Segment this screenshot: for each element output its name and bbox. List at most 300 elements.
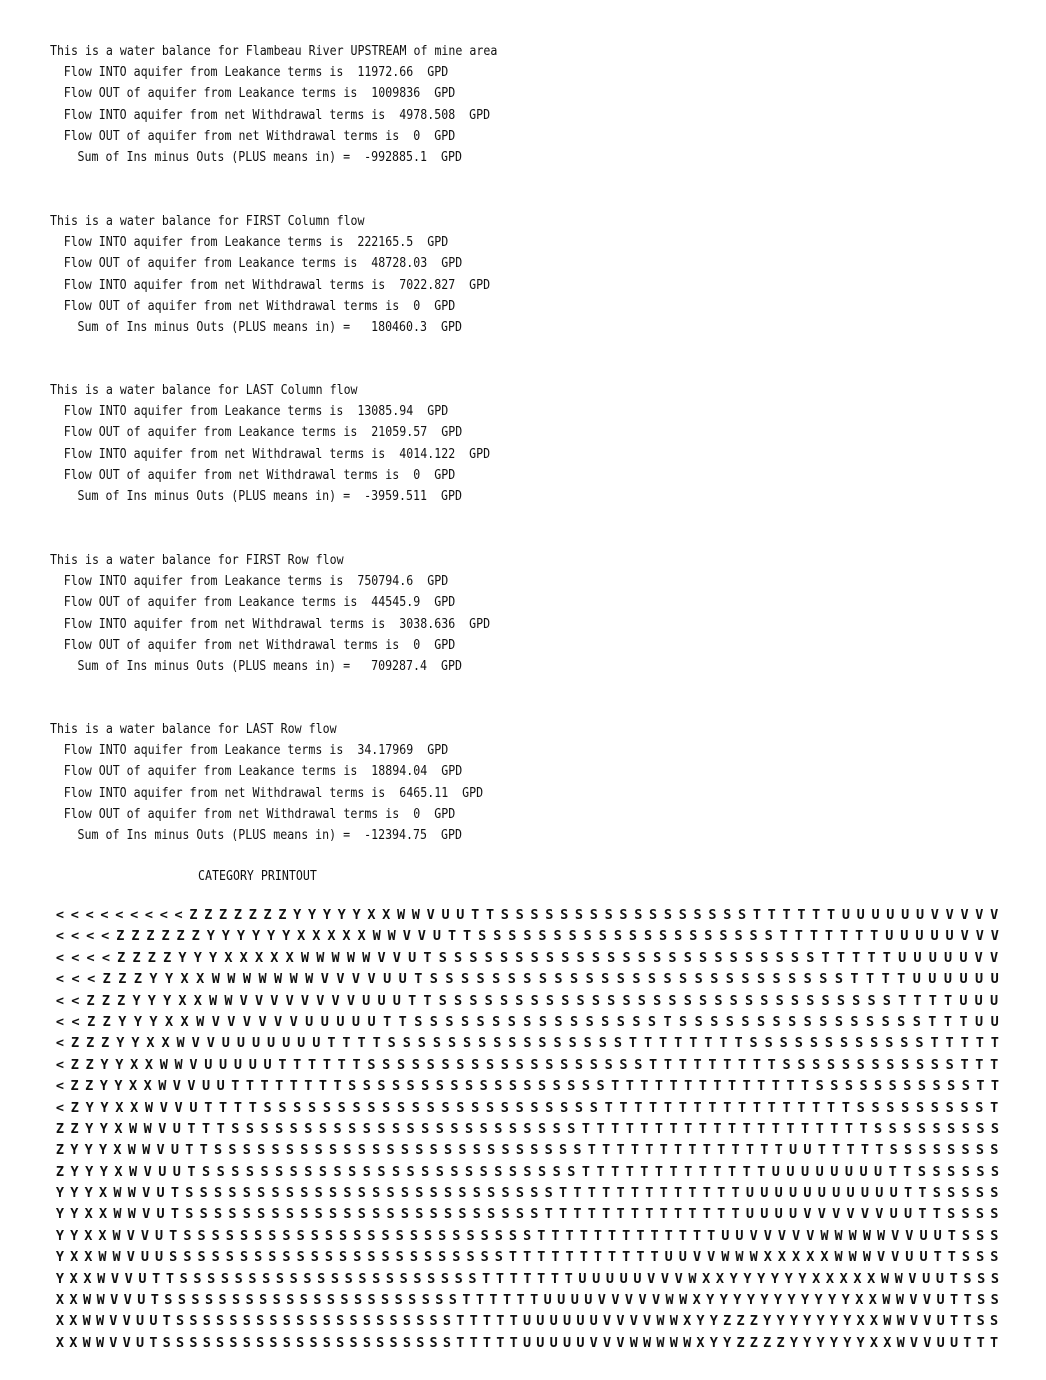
category-cell: S [947,1163,956,1180]
category-cell: U [874,1163,883,1180]
category-cell: Y [773,1292,783,1309]
category-cell: T [692,1227,702,1244]
category-cell: S [429,1013,438,1030]
category-cell: < [71,992,80,1009]
category-cell: V [285,992,294,1009]
category-cell: S [581,1078,590,1095]
category-cell: T [663,1013,672,1030]
category-cell: X [806,1249,815,1266]
category-cell: S [961,1142,970,1159]
category-cell: T [559,1185,568,1202]
category-cell: X [297,928,306,945]
category-cell: S [275,1120,284,1137]
category-cell: S [523,1163,532,1180]
category-cell: S [231,1120,240,1137]
category-cell: T [508,1249,518,1266]
category-cell: S [415,1206,424,1223]
category-cell: T [674,1185,683,1202]
category-cell: V [158,1120,167,1137]
category-cell: S [900,1035,909,1052]
category-cell: U [312,1035,321,1052]
category-cell: S [421,1163,430,1180]
category-cell: X [683,1313,692,1330]
category-cell: S [282,1227,291,1244]
category-cell: Y [816,1334,825,1351]
category-cell: S [469,992,478,1009]
category-cell: Y [757,1270,766,1287]
category-cell: U [158,1163,167,1180]
category-cell: S [376,1313,385,1330]
category-cell: W [896,1313,905,1330]
category-cell: T [275,1078,284,1095]
category-cell: T [463,928,472,945]
category-cell: S [282,1249,291,1266]
category-cell: W [305,971,314,988]
category-cell: T [162,1313,171,1330]
balance-header: This is a water balance for FIRST Row flow [50,552,344,568]
category-cell: W [316,949,325,966]
category-cell: S [349,1334,358,1351]
category-cell: S [975,1185,985,1202]
category-cell: T [619,1099,628,1116]
category-cell: S [591,992,600,1009]
category-cell: V [624,1292,634,1309]
category-cell: S [231,1163,240,1180]
balance-line: Flow INTO aquifer from net Withdrawal terms is 4014.122 GPD [63,445,491,462]
category-cell: S [643,928,653,945]
category-cell: Z [133,971,142,988]
category-cell: V [597,1292,606,1309]
category-cell: S [932,1185,941,1202]
category-cell: V [142,1206,151,1223]
category-cell: T [516,1292,525,1309]
category-cell: T [587,1206,596,1223]
category-cell: S [348,1120,357,1137]
category-cell: W [127,1185,136,1202]
category-cell: S [438,1227,447,1244]
category-cell: T [602,1206,611,1223]
category-cell: T [933,1249,942,1266]
category-cell: S [262,1270,271,1287]
category-cell: S [411,1099,420,1116]
category-cell: U [549,1313,558,1330]
category-cell: S [289,1120,298,1137]
category-cell: V [777,1227,787,1244]
category-cell: T [551,1227,560,1244]
category-cell: S [932,1078,941,1095]
category-cell: T [219,1099,228,1116]
category-cell: S [322,1313,331,1330]
category-cell: S [815,1078,824,1095]
category-cell: U [578,1270,587,1287]
category-cell: < [87,971,96,988]
category-cell: S [653,992,662,1009]
category-cell: S [850,1013,859,1030]
category-cell: T [509,1334,518,1351]
category-cell: W [882,1292,891,1309]
category-cell: S [538,1035,547,1052]
category-cell: S [429,1334,438,1351]
category-cell: S [886,1056,895,1073]
category-cell: U [789,1185,798,1202]
category-cell: S [452,1249,461,1266]
category-cell: S [176,1313,185,1330]
category-cell: V [660,1270,670,1287]
category-cell: S [333,1163,342,1180]
category-cell: S [387,1035,396,1052]
balance-line: Flow INTO aquifer from net Withdrawal terms is 3038.636 GPD [63,615,491,632]
category-cell: S [679,1013,688,1030]
category-cell: U [735,1227,744,1244]
category-cell: S [559,1142,568,1159]
category-cell: U [233,1056,242,1073]
category-cell: S [164,1292,173,1309]
category-cell: S [756,971,766,988]
category-cell: S [409,1227,418,1244]
category-cell: U [915,907,925,923]
category-cell: V [975,907,984,923]
category-cell: S [349,1313,358,1330]
category-cell: X [812,1270,821,1287]
category-cell: S [852,992,861,1009]
category-cell: Y [55,1270,65,1287]
category-cell: S [214,1206,223,1223]
category-cell: T [932,1206,941,1223]
category-cell: W [95,1313,105,1330]
category-cell: V [806,1227,815,1244]
category-cell: S [552,1078,561,1095]
category-cell: Y [193,949,202,966]
category-cell: T [654,1078,664,1095]
category-cell: S [445,971,454,988]
category-cell: X [55,1313,65,1330]
category-cell: S [399,1270,408,1287]
category-cell: S [819,1013,828,1030]
category-cell: T [630,1185,640,1202]
category-cell: S [485,1099,495,1116]
category-cell: W [896,1334,905,1351]
category-cell: S [471,1056,480,1073]
category-cell: S [296,1249,305,1266]
category-cell: Z [161,928,170,945]
category-cell: S [317,1270,326,1287]
category-cell: T [322,1056,331,1073]
category-cell: S [947,1078,956,1095]
category-cell: T [875,1142,884,1159]
category-cell: < [71,971,80,988]
category-cell: S [744,949,754,966]
category-cell: T [727,1163,737,1180]
category-cell: X [115,1099,124,1116]
category-cell: V [611,1292,620,1309]
category-cell: S [476,1013,485,1030]
balance-line: Flow INTO aquifer from Leakance terms is 13085.94 GPD [63,403,449,420]
category-cell: < [101,949,110,966]
category-cell: X [224,949,233,966]
category-cell: U [885,928,894,945]
category-cell: V [156,1142,165,1159]
category-cell: T [565,1249,574,1266]
category-cell: S [440,1270,450,1287]
category-cell: T [423,992,432,1009]
category-cell: T [233,1099,242,1116]
category-cell: T [447,928,457,945]
category-cell: S [257,1206,266,1223]
category-cell: T [824,928,834,945]
category-cell: S [552,1120,561,1137]
category-cell: S [372,1142,381,1159]
category-cell: S [460,1013,470,1030]
category-cell: T [611,1163,620,1180]
category-cell: S [573,1142,582,1159]
category-cell: S [472,1185,481,1202]
category-cell: T [456,1313,465,1330]
category-cell: X [99,1185,108,1202]
category-cell: S [228,1142,237,1159]
category-cell: V [909,1313,919,1330]
category-cell: T [774,1142,783,1159]
category-cell: S [381,1249,390,1266]
category-cell: T [654,1120,664,1137]
category-cell: S [637,949,646,966]
category-cell: S [604,1056,613,1073]
category-cell: U [803,1185,812,1202]
category-cell: S [834,971,843,988]
category-cell: T [817,1142,826,1159]
category-cell: S [803,971,812,988]
category-cell: S [560,1099,569,1116]
category-cell: S [300,1185,309,1202]
category-cell: S [975,1099,984,1116]
category-cell: V [126,1249,135,1266]
category-cell: Y [803,1334,812,1351]
category-cell: Y [55,1227,65,1244]
category-cell: S [856,1099,865,1116]
category-cell: S [589,1056,598,1073]
category-cell: S [487,1185,496,1202]
category-cell: T [897,971,906,988]
category-cell: V [289,1013,298,1030]
category-cell: T [794,928,803,945]
category-cell: S [494,1227,503,1244]
category-cell: S [268,1227,277,1244]
category-cell: Y [763,1313,772,1330]
category-cell: S [362,1313,371,1330]
category-cell: S [189,1334,198,1351]
category-cell: Y [100,1099,109,1116]
category-cell: U [760,1185,769,1202]
category-cell: T [537,1249,546,1266]
category-cell: S [515,949,524,966]
category-cell: S [259,1292,268,1309]
category-cell: S [903,1120,912,1137]
category-cell: T [832,1142,841,1159]
category-cell: U [219,1056,228,1073]
category-cell: < [55,1078,65,1095]
category-cell: V [417,928,426,945]
category-cell: S [197,1227,206,1244]
category-cell: S [232,1292,241,1309]
category-cell: T [149,1334,158,1351]
category-cell: Y [267,928,276,945]
category-cell: Z [101,1035,110,1052]
category-cell: S [183,1249,192,1266]
category-cell: T [717,1185,726,1202]
category-cell: U [576,1313,585,1330]
category-cell: Z [117,949,126,966]
category-cell: S [990,1249,999,1266]
category-cell: S [844,1078,853,1095]
category-cell: S [362,1078,371,1095]
category-cell: S [947,1142,956,1159]
category-cell: S [314,1206,323,1223]
category-cell: V [300,992,310,1009]
category-cell: S [344,1270,353,1287]
category-cell: S [189,1313,198,1330]
category-cell: X [69,1270,78,1287]
category-cell: V [923,1334,932,1351]
category-cell: W [721,1249,730,1266]
category-cell: S [788,1013,797,1030]
category-cell: Z [101,992,110,1009]
balance-line: Flow OUT of aquifer from net Withdrawal terms is 0 GPD [63,127,456,144]
category-cell: Z [233,907,242,923]
category-cell: T [475,1292,485,1309]
category-cell: X [853,1270,862,1287]
category-cell: S [447,1035,457,1052]
category-cell: V [990,928,999,945]
category-cell: U [745,1206,755,1223]
balance-line: Flow OUT of aquifer from Leakance terms is 48728.03 GPD [63,255,463,272]
category-cell: W [211,971,220,988]
category-cell: S [381,1227,390,1244]
category-cell: S [296,1334,305,1351]
category-cell: S [545,992,555,1009]
category-cell: V [803,1206,812,1223]
category-cell: U [975,1013,984,1030]
category-cell: S [435,1163,444,1180]
category-cell: V [346,992,355,1009]
category-cell: T [767,907,776,923]
category-cell: S [460,971,470,988]
category-cell: S [930,1099,939,1116]
category-cell: U [251,1035,261,1052]
category-cell: U [367,1013,376,1030]
category-cell: W [112,1249,121,1266]
category-cell: Y [816,1313,825,1330]
category-cell: T [185,1142,194,1159]
category-cell: T [841,1099,850,1116]
category-cell: S [472,1206,481,1223]
category-cell: U [860,1185,870,1202]
category-cell: X [869,1313,879,1330]
category-cell: S [416,1334,425,1351]
category-cell: S [269,1313,278,1330]
category-cell: T [278,1056,287,1073]
category-cell: U [204,1056,213,1073]
category-cell: S [478,928,487,945]
category-cell: U [282,1035,291,1052]
category-cell: T [333,1078,342,1095]
category-cell: Y [709,1334,718,1351]
category-cell: S [211,1227,220,1244]
category-cell: S [169,1249,178,1266]
category-cell: S [779,1035,788,1052]
category-cell: X [143,1078,152,1095]
category-cell: T [398,1013,407,1030]
category-cell: S [963,1270,972,1287]
category-cell: V [172,1078,181,1095]
category-cell: V [254,992,264,1009]
category-row [55,969,1000,990]
category-cell: U [135,1313,145,1330]
category-cell: S [254,1249,263,1266]
balance-line: Flow INTO aquifer from Leakance terms is 222165.5 GPD [63,234,449,251]
category-cell: S [429,1185,438,1202]
category-cell: T [587,1142,596,1159]
category-cell: W [876,1227,886,1244]
category-cell: S [683,992,692,1009]
category-cell: T [496,1313,505,1330]
category-cell: S [782,1056,791,1073]
category-cell: S [874,1078,883,1095]
balance-sum: Sum of Ins minus Outs (PLUS means in) = 180460.3 GPD [77,318,462,335]
category-cell: V [351,971,361,988]
category-cell: S [961,1227,971,1244]
category-cell: U [383,971,392,988]
category-cell: S [500,1056,509,1073]
category-cell: Y [55,1185,65,1202]
category-cell: Y [803,1313,812,1330]
category-cell: W [862,1249,871,1266]
category-cell: S [271,1185,280,1202]
category-cell: W [656,1313,665,1330]
category-cell: T [645,1206,654,1223]
category-cell: S [515,1099,524,1116]
category-row [55,1012,1000,1033]
category-cell: S [260,1120,269,1137]
category-cell: S [282,1334,291,1351]
category-cell: T [625,1078,634,1095]
category-cell: U [901,907,910,923]
category-cell: S [353,1292,363,1309]
category-cell: S [508,928,517,945]
category-cell: U [889,1185,898,1202]
category-cell: S [177,1292,186,1309]
category-row [55,1204,1000,1225]
category-cell: T [496,1334,505,1351]
category-cell: T [727,1078,737,1095]
category-cell: T [975,1035,984,1052]
category-cell: S [790,992,800,1009]
category-cell: W [113,1185,122,1202]
category-cell: T [707,1227,716,1244]
category-cell: S [659,928,668,945]
category-cell: U [801,1163,810,1180]
category-cell: U [456,907,465,923]
category-cell: W [656,1334,665,1351]
category-cell: S [598,928,607,945]
category-cell: T [809,928,818,945]
category-cell: S [607,992,616,1009]
category-cell: S [839,1035,849,1052]
category-cell: T [608,1227,617,1244]
category-cell: S [601,1013,610,1030]
category-cell: < [85,907,94,923]
category-cell: T [664,1227,673,1244]
category-cell: S [977,1292,986,1309]
category-cell: S [340,1292,349,1309]
